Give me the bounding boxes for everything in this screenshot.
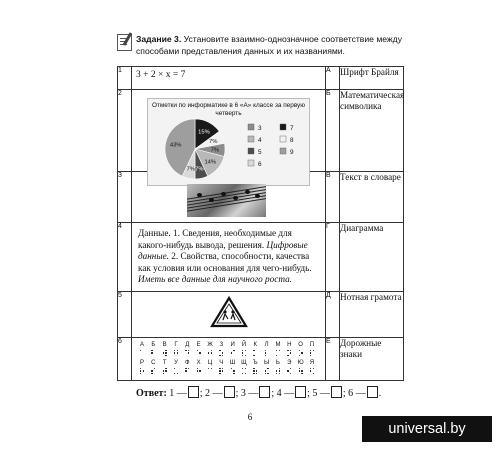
- braille-cell: [250, 350, 260, 356]
- cell-music: [132, 172, 326, 223]
- legend-label-8: 8: [290, 137, 294, 144]
- braille-cell: [194, 350, 204, 356]
- task-header: [118, 33, 418, 57]
- legend-label-9: 9: [290, 149, 294, 156]
- braille-letter: З: [219, 342, 224, 348]
- method-name: Дорожные знаки: [340, 338, 404, 381]
- braille-letter: Ч: [219, 360, 224, 366]
- answer-box[interactable]: [259, 386, 270, 398]
- braille-cell: [137, 350, 147, 356]
- braille-letter: Й: [241, 342, 247, 348]
- table-row: [118, 90, 404, 172]
- task-body: Установите взаимно-однозначное соответствие между способами представления данных и их названиями.: [136, 34, 402, 56]
- braille-letter: Т: [162, 360, 167, 366]
- table-row: [118, 223, 404, 292]
- braille-letter: И: [230, 342, 235, 348]
- braille-cell: [307, 350, 317, 356]
- page-number: 6: [247, 412, 253, 422]
- table-row: [118, 292, 404, 338]
- braille-cell: [171, 368, 181, 374]
- braille-letter: Ш: [229, 360, 236, 366]
- braille-letter: О: [298, 342, 303, 348]
- braille-letter: Н: [287, 342, 292, 348]
- pie-slice-label-4: 14%: [204, 159, 217, 166]
- method-name: Нотная грамота: [340, 292, 404, 338]
- braille-cell: [262, 350, 272, 356]
- braille-cell: [216, 350, 226, 356]
- legend-swatch-6: [248, 160, 254, 166]
- row-letter: Е: [326, 338, 340, 381]
- braille-letter: Х: [196, 360, 201, 366]
- answer-box[interactable]: [295, 386, 306, 398]
- task-text: [136, 33, 418, 57]
- braille-cell: [205, 350, 215, 356]
- braille-cell: [262, 368, 272, 374]
- braille-letter: Ь: [275, 360, 280, 366]
- braille-cell: [307, 368, 317, 374]
- braille-letter: У: [174, 360, 178, 366]
- formula-text: 3 + 2 × x = 7: [136, 70, 186, 80]
- pie-slice-label-7: 15%: [198, 129, 210, 136]
- braille-cell: [216, 368, 226, 374]
- braille-letter: Р: [139, 360, 144, 366]
- answer-box[interactable]: [331, 386, 342, 398]
- braille-cell: [284, 368, 294, 374]
- answer-item-label: ; 5 —: [307, 388, 330, 399]
- cell-formula: [132, 67, 326, 90]
- legend-label-7: 7: [290, 125, 294, 132]
- braille-cell: [205, 368, 215, 374]
- legend-label-4: 4: [258, 137, 262, 144]
- row-letter: Д: [326, 292, 340, 338]
- answer-item-label: ; 6 —: [342, 388, 366, 399]
- row-number: 5: [118, 292, 132, 338]
- answer-item-label: 1 —: [169, 388, 187, 399]
- road-sign-icon: [132, 292, 326, 332]
- matching-table: [117, 66, 404, 381]
- braille-letter: Д: [185, 342, 190, 348]
- braille-cell: [273, 350, 283, 356]
- answer-box[interactable]: [224, 386, 235, 398]
- row-number: 2: [118, 90, 132, 172]
- braille-cell: [250, 368, 260, 374]
- row-letter: Г: [326, 223, 340, 292]
- braille-cell: [148, 368, 158, 374]
- legend-label-6: 6: [258, 161, 262, 168]
- braille-letter: С: [151, 360, 156, 366]
- answer-box[interactable]: [367, 386, 378, 398]
- method-name: Диаграмма: [340, 223, 404, 292]
- braille-cell: [148, 350, 158, 356]
- legend-swatch-7: [280, 124, 286, 130]
- legend-swatch-9: [280, 148, 286, 154]
- task-pencil-icon: [117, 34, 132, 51]
- braille-letter: Ф: [185, 360, 190, 366]
- chart-title: Отметки по информатике в 6 «А» классе за первую четверть: [151, 102, 306, 117]
- braille-letter: Б: [151, 342, 156, 348]
- braille-letter: Е: [196, 342, 201, 348]
- answer-item-label: ; 3 —: [235, 388, 259, 399]
- row-number: 3: [118, 172, 132, 223]
- legend-label-5: 5: [258, 149, 262, 156]
- braille-cell: [296, 368, 306, 374]
- braille-cell: [182, 350, 192, 356]
- braille-cell: [273, 368, 283, 374]
- braille-letter: Э: [287, 360, 292, 366]
- dictionary-definition: Данные. 1. Сведения, необходимые для какого-нибудь вывода, решения. Цифровые данные. 2. Свойства, способности, качества как условия или основания для чего-нибудь. Иметь все данные для научного роста.: [138, 228, 312, 285]
- braille-letter: К: [253, 342, 258, 348]
- braille-letter: Я: [309, 360, 315, 366]
- braille-letter: Ъ: [252, 360, 258, 366]
- cell-definition: [132, 223, 326, 292]
- braille-cell: [182, 368, 192, 374]
- row-number: 1: [118, 67, 132, 90]
- row-letter: В: [326, 172, 340, 223]
- braille-letter: Г: [174, 342, 178, 348]
- answer-line: [136, 386, 381, 399]
- cell-chart: [132, 90, 326, 172]
- braille-letter: Ц: [207, 360, 213, 366]
- braille-letter: А: [139, 342, 144, 348]
- answer-label: Ответ:: [136, 388, 167, 399]
- braille-cell: [239, 350, 249, 356]
- braille-letter: Ж: [207, 342, 213, 348]
- braille-cell: [171, 350, 181, 356]
- cell-braille: [132, 338, 326, 381]
- legend-swatch-4: [248, 136, 254, 142]
- legend-swatch-5: [248, 148, 254, 154]
- pie-slice-label-5: 7%: [195, 166, 204, 173]
- pie-slice-label-8: 7%: [208, 139, 218, 146]
- braille-letter: П: [309, 342, 315, 348]
- braille-cell: [228, 350, 238, 356]
- braille-letter: Щ: [241, 360, 247, 366]
- legend-swatch-8: [280, 136, 286, 142]
- pie-slice-label-6: 7%: [186, 166, 195, 173]
- braille-cell: [194, 368, 204, 374]
- braille-cell: [284, 350, 294, 356]
- braille-letter: В: [162, 342, 167, 348]
- braille-cell: [137, 368, 147, 374]
- braille-letter: Ю: [297, 360, 304, 366]
- table-row: [118, 67, 404, 90]
- method-name: Математическая символика: [340, 90, 404, 172]
- task-label: Задание 3.: [136, 34, 182, 44]
- row-letter: А: [326, 67, 340, 90]
- answer-box[interactable]: [188, 386, 199, 398]
- braille-cell: [239, 368, 249, 374]
- cell-road-sign: [132, 292, 326, 338]
- sheet-music-image: [187, 184, 266, 217]
- braille-cell: [160, 368, 170, 374]
- pie-slice-label-3: 7%: [210, 147, 219, 154]
- legend-swatch-3: [248, 124, 254, 130]
- answer-item-label: ; 2 —: [199, 388, 223, 399]
- braille-letter: М: [275, 342, 281, 348]
- answer-item-label: ; 4 —: [271, 388, 295, 399]
- method-name: Текст в словаре: [340, 172, 404, 223]
- table-row: [118, 172, 404, 223]
- braille-cell: [160, 350, 170, 356]
- row-number: 6: [118, 338, 132, 381]
- method-name: Шрифт Брайля: [340, 67, 404, 90]
- legend-label-3: 3: [258, 125, 262, 132]
- braille-cell: [296, 350, 306, 356]
- row-letter: Б: [326, 90, 340, 172]
- braille-letter: Л: [264, 342, 269, 348]
- pie-slice-label-9: 43%: [169, 142, 182, 149]
- watermark: universal.by: [362, 416, 492, 442]
- braille-cell: [228, 368, 238, 374]
- table-row: [118, 338, 404, 381]
- row-number: 4: [118, 223, 132, 292]
- answer-end: .: [378, 388, 382, 399]
- braille-alphabet: [137, 342, 317, 378]
- braille-letter: Ы: [263, 360, 270, 366]
